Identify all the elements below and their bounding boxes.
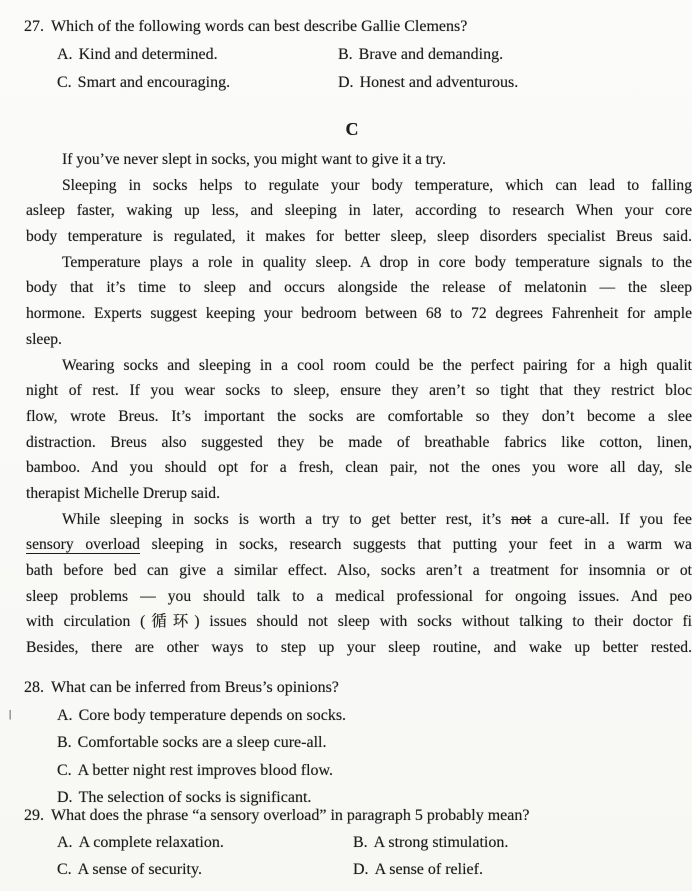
passage-line: asleep faster, waking up less, and sleeping in later, according to research When your core bbox=[26, 202, 692, 220]
option-text: A strong stimulation. bbox=[373, 834, 509, 851]
option-label: D. bbox=[57, 789, 73, 806]
passage-line bbox=[26, 532, 692, 558]
option-label: A. bbox=[57, 834, 73, 851]
option-label: D. bbox=[353, 861, 369, 878]
option-text: Brave and demanding. bbox=[358, 46, 504, 63]
passage-line: body temperature is regulated, it makes for better sleep, sleep disorders specialist Breus said. bbox=[26, 228, 692, 246]
passage-line: Temperature plays a role in quality sleep. A drop in core body temperature signals to the bbox=[62, 253, 692, 271]
passage-line: flow, wrote Breus. It’s important the socks are comfortable so they don’t become a slee bbox=[26, 407, 692, 425]
option-text: A better night rest improves blood flow. bbox=[77, 762, 334, 779]
option-text: A complete relaxation. bbox=[78, 834, 224, 851]
option-27-a bbox=[57, 46, 218, 64]
question-29-text: What does the phrase “a sensory overload” in paragraph 5 probably mean? bbox=[51, 807, 530, 824]
option-28-b bbox=[57, 734, 326, 752]
passage-line: sleep. bbox=[26, 330, 62, 348]
passage-line: distraction. Breus also suggested they be made of breathable fabrics like cotton, linen, bbox=[26, 433, 692, 451]
question-28-text: What can be inferred from Breus’s opinions? bbox=[51, 679, 339, 696]
passage-line: Wearing socks and sleeping in a cool room could be the perfect pairing for a high qualit bbox=[62, 356, 692, 374]
option-text: Core body temperature depends on socks. bbox=[78, 707, 347, 724]
passage-line: hormone. Experts suggest keeping your bedroom between 68 to 72 degrees Fahrenheit for ample bbox=[26, 305, 692, 323]
option-text: Comfortable socks are a sleep cure-all. bbox=[77, 734, 327, 751]
passage-text: sleeping in socks, research suggests that putting your feet in a warm wa bbox=[139, 536, 692, 554]
option-text: The selection of socks is significant. bbox=[78, 789, 312, 806]
question-27-number: 27. bbox=[24, 18, 44, 35]
passage-line: body that it’s time to sleep and occurs alongside the release of melatonin — the sleep bbox=[26, 279, 692, 297]
option-28-c bbox=[57, 762, 333, 780]
option-29-a bbox=[57, 834, 224, 852]
passage-line: bath before bed can give a similar effect. Also, socks aren’t a treatment for insomnia or ot bbox=[26, 562, 692, 579]
option-29-c bbox=[57, 861, 202, 879]
option-27-d bbox=[338, 74, 518, 92]
option-text: Honest and adventurous. bbox=[359, 74, 519, 91]
option-label: B. bbox=[338, 46, 353, 63]
option-label: A. bbox=[57, 46, 73, 63]
question-27-text: Which of the following words can best describe Gallie Clemens? bbox=[51, 18, 468, 35]
option-label: C. bbox=[57, 74, 72, 91]
option-28-a bbox=[57, 707, 346, 725]
option-29-b bbox=[353, 834, 508, 852]
option-text: A sense of relief. bbox=[374, 861, 483, 878]
option-label: B. bbox=[57, 734, 72, 751]
option-27-c bbox=[57, 74, 230, 92]
section-heading: C bbox=[345, 119, 359, 139]
underlined-phrase: sensory overload bbox=[26, 536, 140, 554]
struck-text: not bbox=[511, 510, 532, 528]
option-27-b bbox=[338, 46, 503, 64]
passage-line: therapist Michelle Drerup said. bbox=[26, 484, 220, 502]
passage-line: If you’ve never slept in socks, you might want to give it a try. bbox=[62, 151, 446, 168]
question-29 bbox=[24, 807, 529, 825]
passage-line: Sleeping in socks helps to regulate your body temperature, which can lead to falling bbox=[62, 176, 692, 194]
option-label: C. bbox=[57, 861, 72, 878]
option-28-d bbox=[57, 789, 311, 807]
option-label: B. bbox=[353, 834, 368, 851]
option-text: Smart and encouraging. bbox=[77, 74, 231, 91]
option-label: A. bbox=[57, 707, 73, 724]
question-27 bbox=[24, 18, 467, 36]
passage-line bbox=[26, 507, 692, 533]
passage-line: sleep problems — you should talk to a medical professional for ongoing issues. And peo bbox=[26, 587, 692, 605]
option-label: D. bbox=[338, 74, 354, 91]
margin-mark: | bbox=[9, 708, 12, 720]
passage-text: While sleeping in socks is worth a try to get better rest, it’s bbox=[62, 510, 512, 528]
passage-text: a cure-all. If you fee bbox=[531, 510, 692, 528]
passage bbox=[26, 147, 692, 661]
question-29-number: 29. bbox=[24, 807, 44, 824]
passage-line: night of rest. If you wear socks to sleep, ensure they aren’t so tight that they restrict bloc bbox=[26, 382, 692, 400]
question-28-number: 28. bbox=[24, 679, 44, 696]
option-29-d bbox=[353, 861, 483, 879]
question-28 bbox=[24, 679, 339, 697]
passage-line: Besides, there are other ways to step up your sleep routine, and wake up better rested. bbox=[26, 639, 692, 657]
option-text: A sense of security. bbox=[77, 861, 202, 878]
passage-line: with circulation (循环) issues should not sleep with socks without talking to their doctor fi bbox=[26, 613, 692, 631]
option-label: C. bbox=[57, 762, 72, 779]
option-text: Kind and determined. bbox=[78, 46, 218, 63]
passage-line: bamboo. And you should opt for a fresh, clean pair, not the ones you wore all day, sle bbox=[26, 459, 692, 477]
